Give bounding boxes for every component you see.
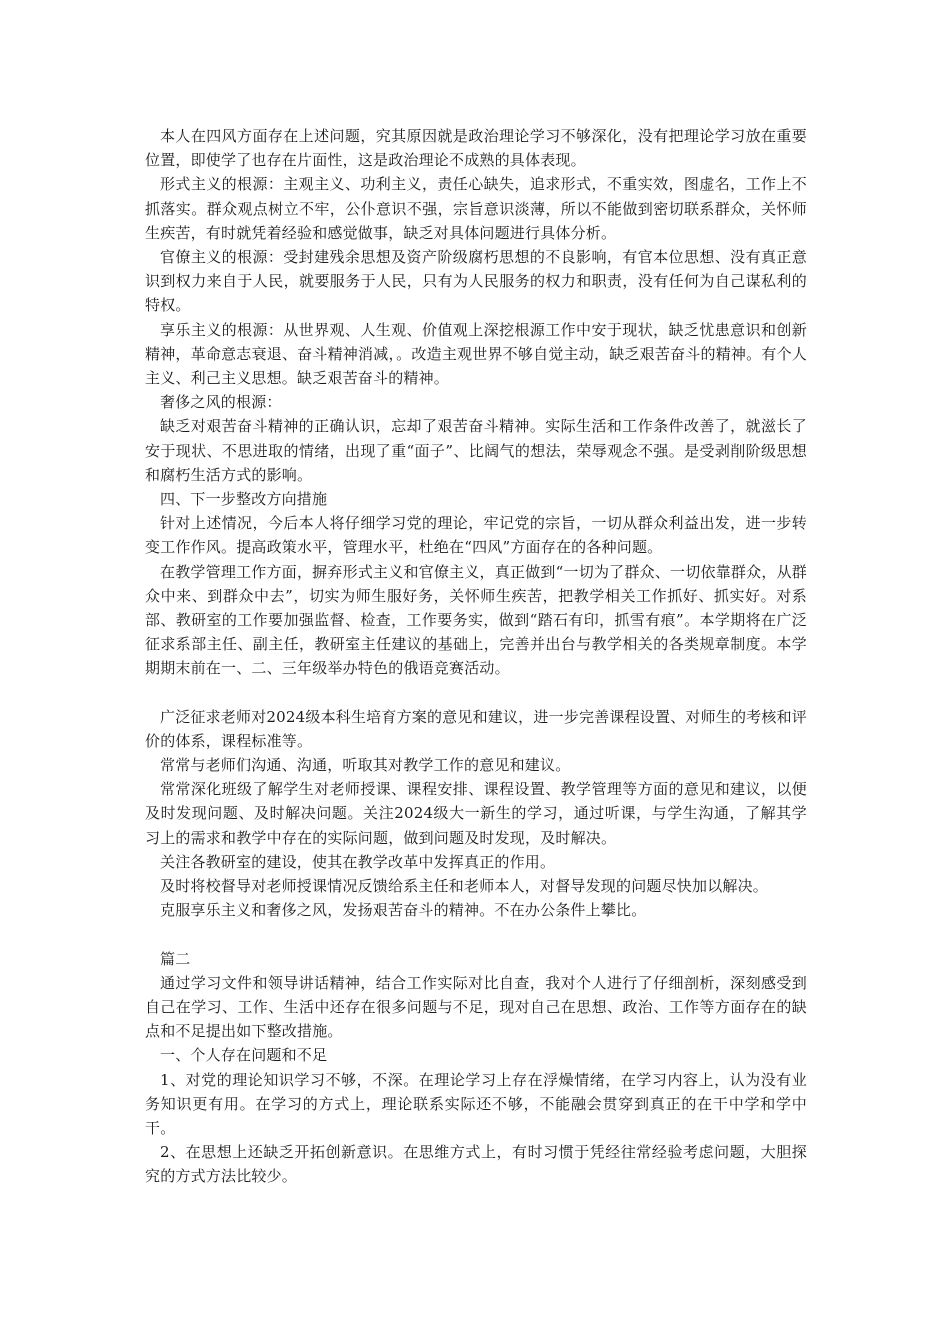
section-analysis <box>145 124 807 681</box>
section-part-two <box>145 947 807 1189</box>
paragraph: 及时将校督导对老师授课情况反馈给系主任和老师本人，对督导发现的问题尽快加以解决。 <box>160 877 769 896</box>
section-heading: 四、下一步整改方向措施 <box>160 490 328 509</box>
blank-line <box>145 681 807 705</box>
paragraph: 克服享乐主义和奢侈之风，发扬艰苦奋斗的精神。不在办公条件上攀比。 <box>160 901 647 920</box>
paragraph: 本人在四风方面存在上述问题，究其原因就是政治理论学习不够深化，没有把理论学习放在重要位置，即使学了也存在片面性，这是政治理论不成熟的具体表现。 <box>145 127 807 170</box>
paragraph: 享乐主义的根源：从世界观、人生观、价值观上深挖根源工作中安于现状，缺乏忧患意识和创新精神，革命意志衰退、奋斗精神消减，。改造主观世界不够自觉主动，缺乏艰苦奋斗的精神。有个人主义、利己主义思想。缺乏艰苦奋斗的精神。 <box>145 320 807 388</box>
paragraph: 缺乏对艰苦奋斗精神的正确认识，忘却了艰苦奋斗精神。实际生活和工作条件改善了，就滋长了安于现状、不思进取的情绪，出现了重“面子”、比阔气的想法，荣辱观念不强。是受剥削阶级思想和腐朽生活方式的影响。 <box>145 417 807 484</box>
section-heading: 一、个人存在问题和不足 <box>160 1046 328 1065</box>
paragraph: 关注各教研室的建设，使其在教学改革中发挥真正的作用。 <box>160 852 556 871</box>
document-page <box>145 124 807 1189</box>
section-measures <box>145 705 807 923</box>
paragraph: 奢侈之风的根源： <box>160 393 282 412</box>
paragraph: 官僚主义的根源：受封建残余思想及资产阶级腐朽思想的不良影响，有官本位思想、没有真正意识到权力来自于人民，就要服务于人民，只有为人民服务的权力和职责，没有任何为自己谋私利的特权。 <box>145 248 807 315</box>
part-title: 篇二 <box>160 949 191 968</box>
paragraph: 通过学习文件和领导讲话精神，结合工作实际对比自查，我对个人进行了仔细剖析，深刻感受到自己在学习、工作、生活中还存在很多问题与不足，现对自己在思想、政治、工作等方面存在的缺点和不足提出如下整改措施。 <box>145 973 807 1041</box>
paragraph: 形式主义的根源：主观主义、功利主义，责任心缺失，追求形式，不重实效，图虚名，工作上不抓落实。群众观点树立不牢，公仆意识不强，宗旨意识淡薄，所以不能做到密切联系群众，关怀师生疾苦，有时就凭着经验和感觉做事，缺乏对具体问题进行具体分析。 <box>145 175 807 242</box>
blank-line <box>145 923 807 947</box>
paragraph: 1、对党的理论知识学习不够，不深。在理论学习上存在浮燥情绪，在学习内容上，认为没有业务知识更有用。在学习的方式上，理论联系实际还不够，不能融会贯穿到真正的在干中学和学中干。 <box>145 1070 807 1137</box>
paragraph: 针对上述情况，今后本人将仔细学习党的理论，牢记党的宗旨，一切从群众利益出发，进一步转变工作作风。提高政策水平，管理水平，杜绝在“四风”方面存在的各种问题。 <box>145 514 807 557</box>
paragraph: 常常深化班级了解学生对老师授课、课程安排、课程设置、教学管理等方面的意见和建议，以便及时发现问题、及时解决问题。关注2024级大一新生的学习，通过听课，与学生沟通，了解其学习上的需求和教学中存在的实际问题，做到问题及时发现，及时解决。 <box>145 780 807 847</box>
paragraph: 在教学管理工作方面，摒弃形式主义和官僚主义，真正做到“一切为了群众、一切依靠群众，从群众中来、到群众中去”，切实为师生服好务，关怀师生疾苦，把教学相关工作抓好、抓实好。对系部、教研室的工作要加强监督、检查，工作要务实，做到“踏石有印，抓雪有痕”。本学期将在广泛征求系部主任、副主任，教研室主任建议的基础上，完善并出台与教学相关的各类规章制度。本学期期末前在一、二、三年级举办特色的俄语竞赛活动。 <box>145 562 807 678</box>
paragraph: 常常与老师们沟通、沟通，听取其对教学工作的意见和建议。 <box>160 756 571 775</box>
paragraph: 广泛征求老师对2024级本科生培育方案的意见和建议，进一步完善课程设置、对师生的考核和评价的体系，课程标准等。 <box>145 707 807 750</box>
paragraph: 2、在思想上还缺乏开拓创新意识。在思维方式上，有时习惯于凭经往常经验考虑问题，大胆探究的方式方法比较少。 <box>145 1143 807 1186</box>
